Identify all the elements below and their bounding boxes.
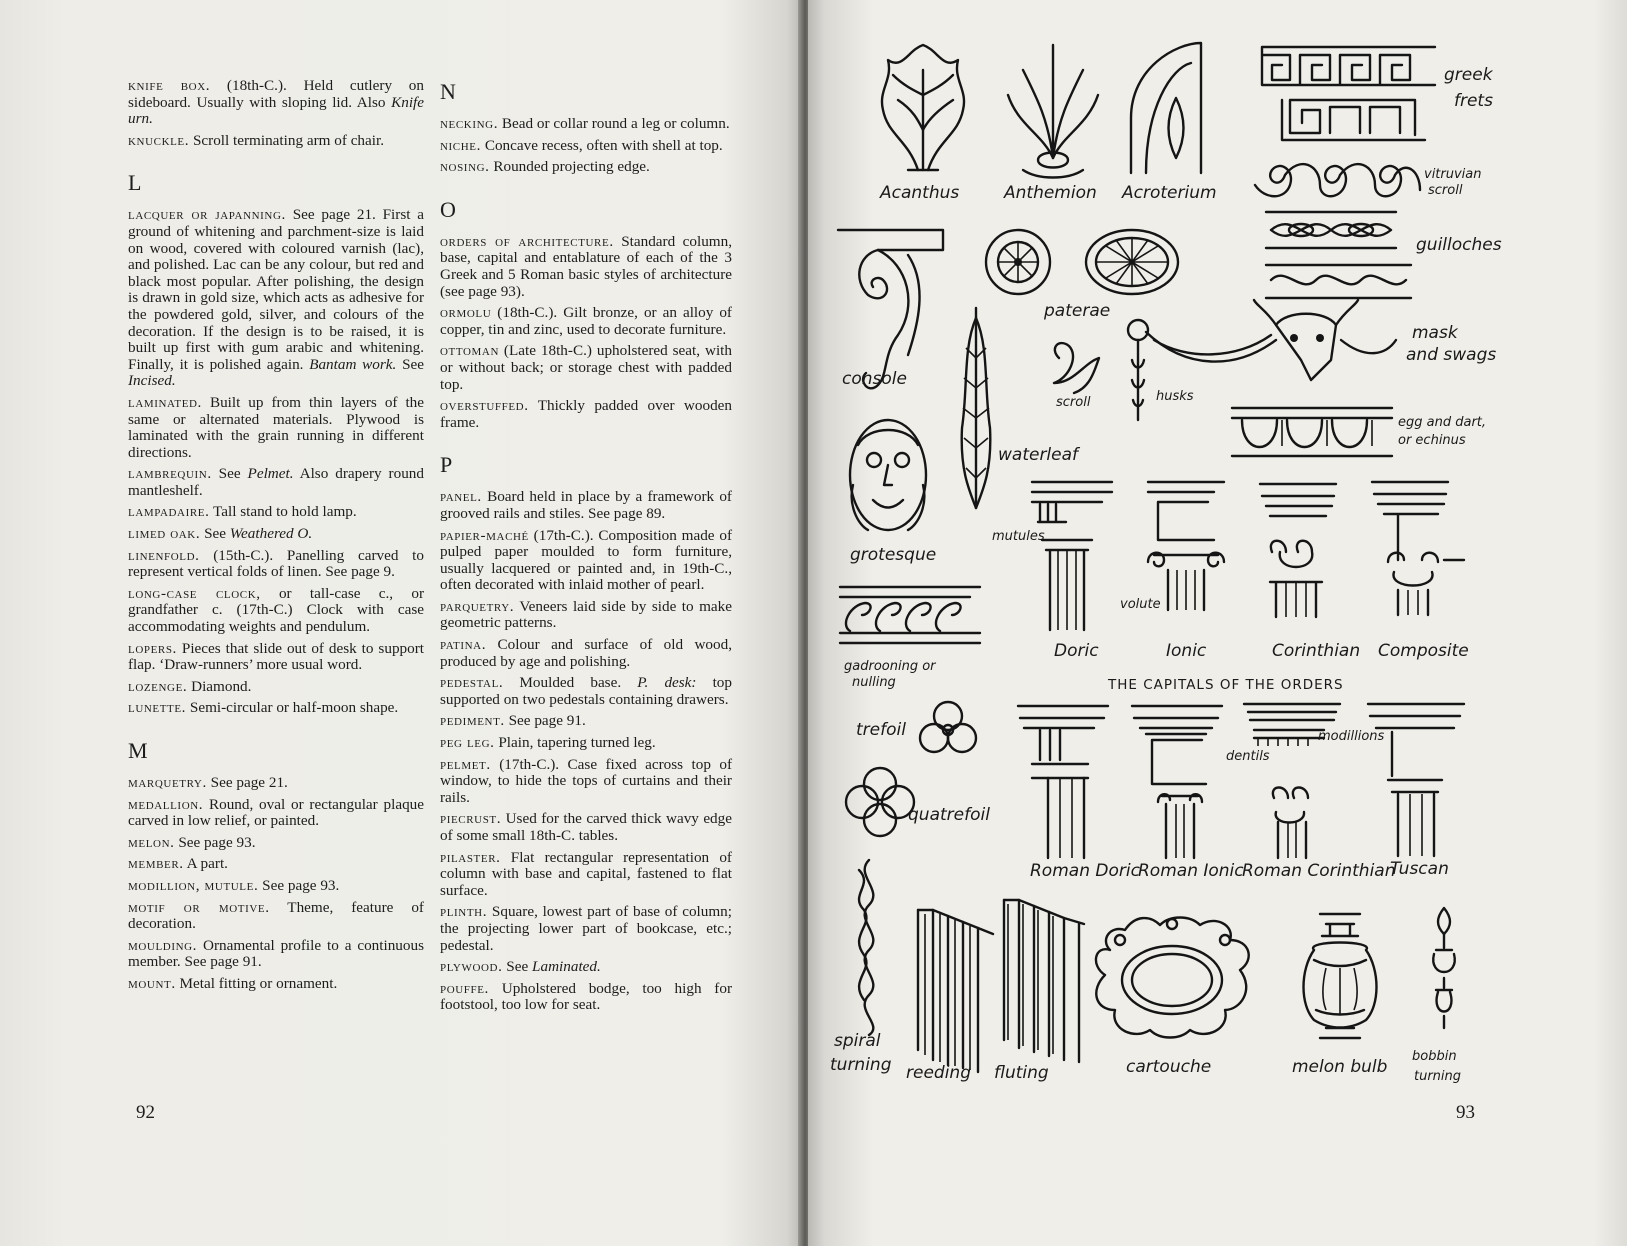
ornament-plate [808,0,1627,1246]
melon-bulb-drawing [1304,914,1377,1038]
label-roman-ionic: Roman Ionic [1138,861,1244,881]
entry-text: Veneers laid side by side to make geometric patterns. [440,597,732,632]
entry-text: See page 93. [258,876,340,894]
entry-text: Pieces that slide out of desk to support flap. ‘Draw-runners’ more usual word. [128,639,424,674]
label-trefoil: trefoil [856,720,906,740]
entry-headword: peg leg. [440,734,495,752]
entry-italic-text: Bantam work. [309,355,397,373]
glossary-entry [128,207,424,390]
scroll-drawing [1054,343,1099,393]
entry-text: A part. [183,855,228,873]
label-gadrooning-1: gadrooning or [844,659,936,674]
label-composite: Composite [1378,641,1469,661]
entry-headword: knuckle. [128,131,190,149]
label-spiral-1: spiral [834,1031,881,1051]
label-melon-bulb: melon bulb [1292,1057,1388,1077]
entry-headword: member. [128,855,184,873]
glossary-entry [128,526,424,543]
entry-headword: nosing. [440,158,490,176]
entry-text: Round, oval or rectangular plaque carved in low relief, or painted. [128,795,424,830]
entry-headword: lozenge. [128,677,188,695]
entry-text: Thickly padded over wooden frame. [440,397,732,431]
anthemion-drawing [1008,45,1098,178]
section-letter: P [440,452,453,478]
glossary-entry [440,343,732,393]
glossary-entry [440,398,732,431]
entry-headword: limed oak. [128,525,201,543]
entry-text: Square, lowest part of base of column; the projecting lower part of bookcase, etc.; pedestal. [440,903,732,954]
label-spiral-2: turning [830,1055,892,1075]
entry-text: See page 93. [174,833,256,851]
entry-headword: lampadaire. [128,503,210,521]
label-vitruvian-1: vitruvian [1424,167,1482,182]
entry-headword: ottoman [440,342,499,360]
section-letter: L [128,170,142,196]
ornament-illustrations [808,0,1627,1246]
entry-text: or tall-case c., or grandfather c. (17th-C.) Clock with case accommodating weights and pendulum. [128,584,425,636]
glossary-entry [128,78,424,128]
entry-text: (17th-C.). Case fixed across top of window, to hide the tops of curtains and their rails. [440,755,732,806]
entry-text: See page 21. [206,774,288,791]
entry-headword: parquetry. [440,597,515,615]
roman-corinthian-drawing [1244,704,1340,858]
glossary-entry [440,713,732,730]
fluting-drawing [1004,900,1084,1062]
glossary-entry [440,138,732,155]
glossary-entry [128,976,424,993]
entry-text: Tall stand to hold lamp. [209,503,357,521]
entry-headword: patina. [440,636,487,654]
label-grotesque: grotesque [850,545,937,565]
glossary-entry [128,938,424,971]
entry-text: Plain, tapering turned leg. [494,734,656,752]
glossary-entry [128,835,424,852]
label-console: console [842,369,907,389]
glossary-entry [128,700,424,717]
entry-text: Metal fitting or ornament. [175,974,338,992]
label-ionic: Ionic [1166,641,1207,661]
entry-headword: niche. [440,136,482,154]
tuscan-drawing [1368,704,1464,856]
entry-headword: pelmet. [440,755,491,773]
glossary-entry [440,637,732,670]
entry-headword: overstuffed. [440,397,529,415]
label-corinthian: Corinthian [1272,641,1361,661]
entry-headword: lacquer or japanning. [128,206,286,224]
entry-italic-text: Pelmet. [247,465,294,483]
entry-text: top supported on two pedestals containing drawers. [440,674,732,708]
waterleaf-drawing [962,308,991,508]
label-dentils: dentils [1226,749,1270,764]
glossary-column-b [440,78,732,1019]
ionic-capital-drawing [1148,482,1224,610]
glossary-entry [440,981,732,1014]
entry-text: Theme, feature of decoration. [128,898,424,933]
entry-headword: motif or motive. [128,898,270,916]
patera-round-drawing [986,230,1050,294]
glossary-entry [128,395,424,461]
glossary-column-a [128,78,424,998]
grotesque-drawing [850,420,926,530]
glossary-entry [440,116,732,133]
entry-headword: moulding. [128,936,198,954]
glossary-entry [128,133,424,150]
label-egg-1: egg and dart, [1398,415,1487,430]
entry-text: Concave recess, often with shell at top. [481,136,723,154]
entry-text: Moulded base. [503,674,638,692]
entry-headword: knife box. [128,77,211,94]
entry-text: Colour and surface of old wood, produced by age and polishing. [440,636,732,670]
glossary-entry [128,504,424,521]
entry-headword: orders of architecture. [440,232,614,250]
label-doric: Doric [1054,641,1099,661]
entry-text: Board held in place by a framework of grooved rails and stiles. See page 89. [440,488,732,522]
section-letter: N [440,79,456,104]
label-acanthus: Acanthus [880,183,960,203]
glossary-entry [440,159,732,176]
label-bobbin-2: turning [1414,1069,1462,1084]
entry-headword: panel. [440,488,482,506]
glossary-entry [128,466,424,499]
label-anthemion: Anthemion [1004,183,1097,203]
glossary-entry [440,528,732,594]
glossary-entry [128,679,424,696]
entry-text: (18th-C.). Held cutlery on sideboard. Usually with sloping lid. Also [128,77,424,111]
entry-text: See page 91. [504,712,586,730]
glossary-entry [128,797,424,830]
glossary-entry [440,904,732,954]
console-drawing [838,230,943,388]
reeding-drawing [918,910,993,1072]
roman-doric-drawing [1018,706,1108,858]
entry-italic-text: Weathered O. [229,525,313,543]
entry-headword: pedestal. [440,674,504,692]
entry-headword: ormolu [440,304,492,322]
entry-italic-text: Incised. [128,372,176,390]
roman-ionic-drawing [1132,706,1222,858]
entry-text: Semi-circular or half-moon shape. [186,699,399,717]
label-acroterium: Acroterium [1122,183,1217,203]
glossary-entry [128,641,424,674]
entry-headword: long-case clock, [128,584,261,602]
entry-headword: pilaster. [440,848,501,866]
entry-text: See [396,355,424,373]
entry-headword: lunette. [128,699,187,717]
quatrefoil-drawing [846,768,914,836]
glossary-entry [440,489,732,522]
glossary-entry [128,586,424,636]
greek-frets-drawing [1262,47,1435,140]
label-vitruvian-2: scroll [1428,183,1463,198]
glossary-entry [128,775,424,792]
glossary-entry [128,900,424,933]
guilloche-drawing [1266,212,1411,298]
egg-and-dart-drawing [1232,408,1392,456]
label-roman-doric: Roman Doric [1030,861,1140,881]
trefoil-drawing [920,702,976,752]
entry-text: Built up from thin layers of the same or alternated materials. Plywood is laminated with the grain running in different directions. [128,393,424,461]
glossary-entry [440,959,732,976]
glossary-entry [128,856,424,873]
entry-text: (18th-C.). Gilt bronze, or an alloy of copper, tin and zinc, used to decorate furniture. [440,304,732,338]
composite-capital-drawing [1372,482,1464,615]
section-letter: M [128,738,148,763]
label-fluting: fluting [994,1063,1049,1083]
label-mask-2: and swags [1406,345,1497,365]
label-egg-2: or echinus [1398,433,1466,448]
entry-headword: marquetry. [128,774,207,791]
entry-text: (15th-C.). Panelling carved to represent vertical folds of linen. See page 9. [128,546,424,581]
label-greek-frets-2: frets [1454,91,1493,111]
label-quatrefoil: quatrefoil [908,805,990,825]
glossary-entry [440,234,732,300]
entry-text: Upholstered bodge, too high for footstool, too low for seat. [440,979,732,1014]
entry-text: See [211,465,248,483]
glossary-entry [440,599,732,632]
label-reeding: reeding [906,1063,971,1083]
entry-headword: lambrequin. [128,465,212,483]
label-greek-frets-1: greek [1444,65,1493,85]
acroterium-drawing [1131,43,1201,173]
entry-headword: plywood. [440,958,503,976]
glossary-entry [440,735,732,752]
entry-headword: piecrust. [440,810,502,828]
acanthus-drawing [882,45,964,170]
glossary-entry [440,305,732,338]
capitals-title: THE CAPITALS OF THE ORDERS [1108,677,1344,693]
entry-headword: modillion, mutule. [128,876,259,894]
entry-headword: melon. [128,833,175,851]
entry-headword: laminated. [128,393,202,411]
entry-headword: necking. [440,115,499,132]
entry-italic-text: Laminated. [532,958,601,976]
entry-text: See page 21. First a ground of whitening and parchment-size is laid on wood, covered with coloured varnish (lac), and polished. Lac can be any colour, but red and black most popular. After polishing, the design is drawn in gold size, which acts as adhesive for the powdered gold, silver, and colours of the decoration. If the design is to be raised, it is built up first with gum arabic and whitening. Finally, it is polished again. [128,206,424,373]
label-volute: volute [1120,597,1161,612]
vitruvian-scroll-drawing [1255,164,1420,196]
patera-oval-drawing [1086,230,1178,294]
label-husks: husks [1156,389,1194,404]
glossary-entry [440,757,732,807]
entry-text: Also drapery round mantleshelf. [128,465,424,499]
left-page [0,0,803,1246]
entry-headword: pouffe. [440,979,489,997]
page-number-left: 92 [136,1102,155,1123]
label-modillions: modillions [1318,729,1385,744]
entry-text: Used for the carved thick wavy edge of some small 18th-C. tables. [440,810,732,844]
glossary-entry [440,811,732,844]
label-roman-corinthian: Roman Corinthian [1242,861,1396,881]
entry-headword: pediment. [440,712,505,730]
entry-headword: mount. [128,974,176,992]
bobbin-turning-drawing [1433,908,1455,1028]
label-cartouche: cartouche [1126,1057,1212,1077]
label-tuscan: Tuscan [1390,859,1449,879]
entry-text: Flat rectangular representation of column with base and capital, fastened to flat surface. [440,848,732,899]
entry-text: (17th-C.). Composition made of pulped paper moulded to form furniture, usually lacquered or painted and, in 19th-C., often decorated with inlaid mother of pearl. [440,526,732,594]
cartouche-drawing [1096,918,1249,1038]
entry-italic-text: Knife urn. [128,93,424,128]
spiral-turning-drawing [859,860,873,1035]
glossary-entry [440,675,732,708]
entry-text: Scroll terminating arm of chair. [189,131,385,149]
entry-text: See [502,958,533,976]
label-gadrooning-2: nulling [852,675,896,690]
glossary-entry [128,548,424,581]
label-waterleaf: waterleaf [998,445,1079,465]
entry-headword: lopers. [128,639,177,657]
label-paterae: paterae [1044,301,1111,321]
entry-headword: linenfold. [128,546,200,564]
label-scroll: scroll [1056,395,1091,410]
glossary-entry [440,850,732,900]
entry-italic-text: P. desk: [637,674,697,692]
section-letter: O [440,196,456,222]
entry-text: Standard column, base, capital and entablature of each of the 3 Greek and 5 Roman basic styles of architecture (see page 93). [440,232,732,300]
entry-headword: papier-maché [440,526,529,544]
entry-headword: plinth. [440,903,488,921]
label-guilloches: guilloches [1416,235,1502,255]
gadrooning-drawing [840,587,980,643]
entry-text: Bead or collar round a leg or column. [498,115,730,132]
page-number-right: 93 [1456,1102,1475,1123]
label-mask-1: mask [1412,323,1458,343]
entry-headword: medallion. [128,795,204,813]
doric-capital-drawing [1032,482,1112,630]
entry-text: Ornamental profile to a continuous member. See page 91. [128,936,424,971]
corinthian-capital-drawing [1260,484,1336,617]
label-bobbin-1: bobbin [1412,1049,1457,1064]
glossary-entry [128,878,424,895]
entry-text: See [200,525,230,543]
entry-text: Rounded projecting edge. [489,158,650,176]
entry-text: (Late 18th-C.) upholstered seat, with or without back; or storage chest with padded top. [440,342,732,393]
label-mutules: mutules [992,529,1045,544]
entry-text: Diamond. [187,677,252,695]
